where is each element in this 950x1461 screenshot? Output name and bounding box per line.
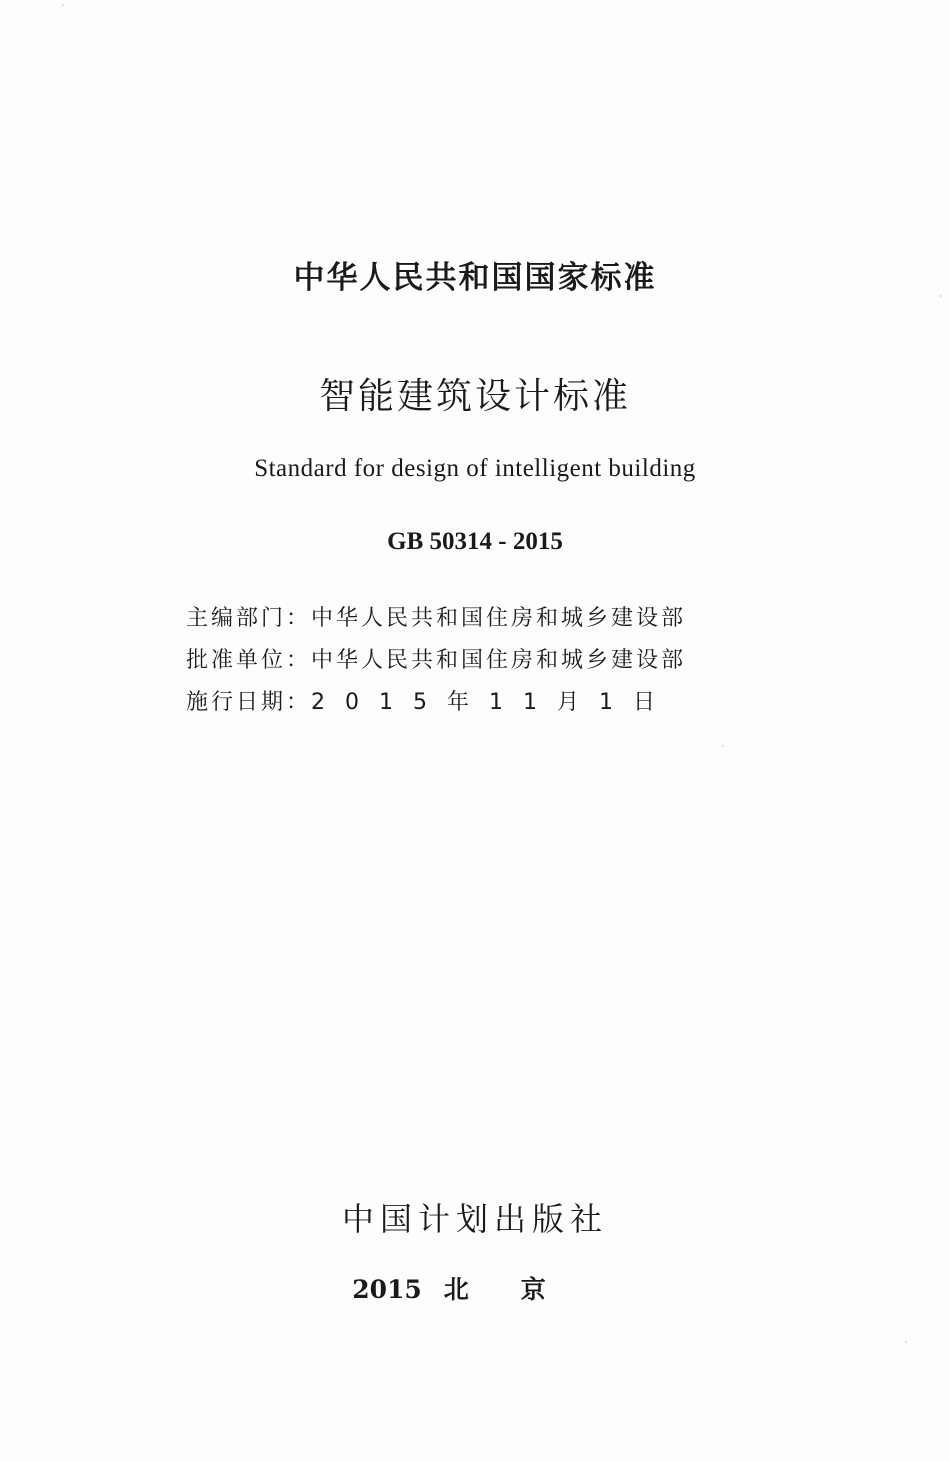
publisher-name: 中国计划出版社: [341, 1200, 608, 1238]
approval-unit-value: 中华人民共和国住房和城乡建设部: [311, 648, 687, 673]
scan-speck: [905, 1341, 907, 1343]
imprint: [0, 1270, 950, 1306]
document-title-english: Standard for design of intelligent building: [254, 455, 696, 482]
standard-code: GB 50314 - 2015: [387, 528, 563, 555]
imprint-year: 2015: [352, 1275, 422, 1304]
scan-speck: [62, 4, 64, 6]
effective-date-label: 施行日期：: [186, 690, 312, 715]
document-title-chinese: 智能建筑设计标准: [318, 376, 631, 417]
scan-speck: [940, 295, 942, 297]
editing-department-label: 主编部门：: [186, 606, 312, 631]
imprint-city: 北京: [443, 1275, 598, 1304]
approval-unit-row: [186, 640, 686, 682]
approval-unit-label: 批准单位：: [186, 648, 312, 673]
scan-speck: [722, 745, 724, 747]
effective-date-row: [186, 682, 686, 724]
effective-date-value: 2015年11月1日: [311, 690, 675, 715]
editing-department-value: 中华人民共和国住房和城乡建设部: [311, 606, 687, 631]
editing-department-row: [186, 598, 686, 640]
series-title: 中华人民共和国国家标准: [293, 260, 657, 296]
publication-info: [186, 598, 686, 724]
